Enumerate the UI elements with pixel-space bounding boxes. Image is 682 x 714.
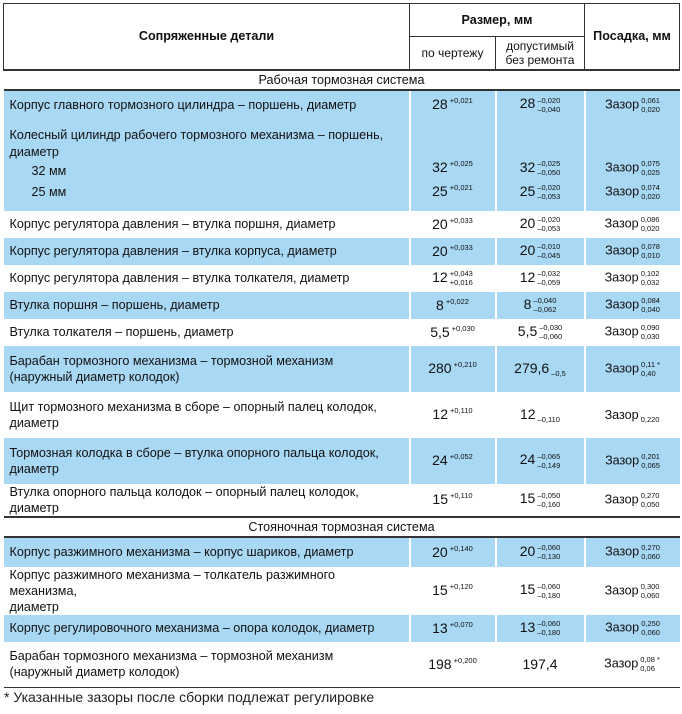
fit-value: Зазор 0,250 0,060 (585, 615, 680, 642)
allowed-size: 15 –0,060 –0,180 (496, 567, 585, 615)
allowed-size: 197,4 (496, 642, 585, 688)
fit-value: Зазор 0,090 0,030 (585, 319, 680, 346)
drawing-size: 12 +0,043 +0,016 (410, 265, 496, 292)
row-label: Колесный цилиндр рабочего тормозного механизма – поршень, диаметр 32 мм 25 мм (4, 119, 410, 211)
row-label: Барабан тормозного механизма – тормозной механизм (наружный диаметр колодок) (4, 346, 410, 392)
table-header-row (4, 4, 680, 37)
row-label: Тормозная колодка в сборе – втулка опорного пальца колодок, диаметр (4, 438, 410, 484)
table-row (4, 346, 680, 392)
table-row (4, 484, 680, 517)
table-row (4, 537, 680, 567)
drawing-size: 198 $^{+0,200}$ (410, 642, 496, 688)
table-row (4, 292, 680, 319)
fit-value: Зазор 0,300 0,060 (585, 567, 680, 615)
fit-value: Зазор 0,084 0,040 (585, 292, 680, 319)
row-label: Корпус регулятора давления – втулка поршня, диаметр (4, 211, 410, 238)
section-working: Рабочая тормозная система (4, 70, 680, 90)
table-row (4, 90, 680, 119)
row-label: Корпус главного тормозного цилиндра – поршень, диаметр (4, 90, 410, 119)
row-label: Корпус разжимного механизма – толкатель разжимного механизма, диаметр (4, 567, 410, 615)
drawing-size: 12 $^{+0,110}$ (410, 392, 496, 438)
header-parts: Сопряженные детали (4, 4, 410, 70)
table-row (4, 438, 680, 484)
allowed-size: 24 –0,065 –0,149 (496, 438, 585, 484)
fit-value: Зазор 0,075 0,025 Зазор 0,074 0,020 (585, 119, 680, 211)
drawing-size: 20 $^{+0,140}$ (410, 537, 496, 567)
drawing-size: 28 $^{+0,021}$ (410, 90, 496, 119)
header-size: Размер, мм (410, 4, 585, 37)
fit-value: Зазор 0,08 * 0,06 (585, 642, 680, 688)
table-row (4, 615, 680, 642)
table-row (4, 642, 680, 688)
drawing-size: 5,5 $^{+0,030}$ (410, 319, 496, 346)
fits-table (3, 3, 680, 688)
drawing-size: 15 $^{+0,120}$ (410, 567, 496, 615)
header-fit: Посадка, мм (585, 4, 680, 70)
header-allowed: допустимый без ремонта (496, 37, 585, 70)
drawing-size: 32 $^{+0,025}$ 25 $^{+0,021}$ (410, 119, 496, 211)
drawing-size: 280 $^{+0,210}$ (410, 346, 496, 392)
drawing-size: 20 $^{+0,033}$ (410, 211, 496, 238)
allowed-size: 279,6 –0,5 (496, 346, 585, 392)
allowed-size: 20 –0,010 –0,045 (496, 238, 585, 265)
row-label: Корпус регулятора давления – втулка корпуса, диаметр (4, 238, 410, 265)
fit-value: Зазор 0,078 0,010 (585, 238, 680, 265)
allowed-size: 15 –0,050 –0,160 (496, 484, 585, 517)
row-label: Корпус регулировочного механизма – опора колодок, диаметр (4, 615, 410, 642)
allowed-size: 12 –0,032 –0,059 (496, 265, 585, 292)
allowed-size: 28 –0,020 –0,040 (496, 90, 585, 119)
drawing-size: 24 $^{+0,052}$ (410, 438, 496, 484)
fit-value: Зазор 0,061 0,020 (585, 90, 680, 119)
row-label: Втулка опорного пальца колодок – опорный палец колодок, диаметр (4, 484, 410, 517)
fit-value: Зазор 0,270 0,050 (585, 484, 680, 517)
drawing-size: 20 $^{+0,033}$ (410, 238, 496, 265)
allowed-size: 20 –0,020 –0,053 (496, 211, 585, 238)
allowed-size: 8 –0,040 –0,062 (496, 292, 585, 319)
fit-value: Зазор 0,11 * 0,40 (585, 346, 680, 392)
allowed-size: 32 –0,025 –0,050 25 –0,020 –0,053 (496, 119, 585, 211)
allowed-size: 5,5 –0,030 –0,060 (496, 319, 585, 346)
fit-value: Зазор 0,086 0,020 (585, 211, 680, 238)
table-row (4, 119, 680, 211)
fit-value: Зазор 0,270 0,060 (585, 537, 680, 567)
drawing-size: 15 $^{+0,110}$ (410, 484, 496, 517)
fit-value: Зазор 0,201 0,065 (585, 438, 680, 484)
fit-value: Зазор 0,102 0,032 (585, 265, 680, 292)
fit-value: Зазор 0,220 (585, 392, 680, 438)
table-row (4, 567, 680, 615)
allowed-size: 13 –0,060 –0,180 (496, 615, 585, 642)
table-row (4, 392, 680, 438)
allowed-size: 12 –0,110 (496, 392, 585, 438)
drawing-size: 8 $^{+0,022}$ (410, 292, 496, 319)
table-row (4, 238, 680, 265)
row-label: Втулка толкателя – поршень, диаметр (4, 319, 410, 346)
table-row (4, 319, 680, 346)
section-parking: Стояночная тормозная система (4, 517, 680, 537)
row-label: Корпус регулятора давления – втулка толкателя, диаметр (4, 265, 410, 292)
row-label: Щит тормозного механизма в сборе – опорный палец колодок, диаметр (4, 392, 410, 438)
table-row (4, 211, 680, 238)
table-row (4, 265, 680, 292)
row-label: Втулка поршня – поршень, диаметр (4, 292, 410, 319)
row-label: Барабан тормозного механизма – тормозной механизм (наружный диаметр колодок) (4, 642, 410, 688)
header-by-drawing: по чертежу (410, 37, 496, 70)
footnote: * Указанные зазоры после сборки подлежат регулировке (4, 689, 375, 705)
drawing-size: 13 $^{+0,070}$ (410, 615, 496, 642)
allowed-size: 20 –0,060 –0,130 (496, 537, 585, 567)
row-label: Корпус разжимного механизма – корпус шариков, диаметр (4, 537, 410, 567)
